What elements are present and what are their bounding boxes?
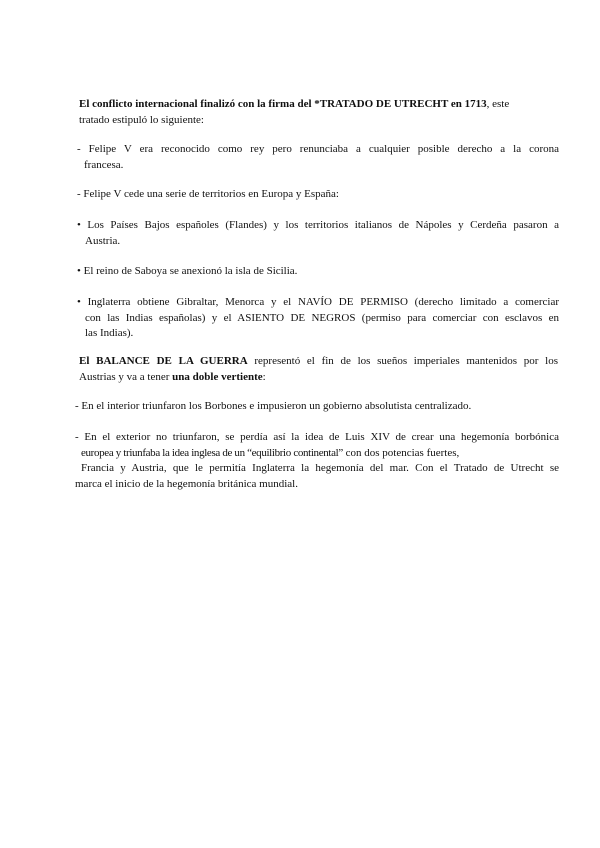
exterior-line4: marca el inicio de la hegemonía británica mundial. — [75, 477, 298, 490]
bullet1-line2: Austria. — [85, 234, 121, 247]
point1-line1: - Felipe V era reconocido como rey pero renunciaba a cualquier posible derecho a la corona — [77, 143, 559, 155]
interior-line1: - En el interior triunfaron los Borbones e impusieron un gobierno absolutista centralizado. — [75, 400, 472, 412]
intro-paragraph — [79, 97, 558, 128]
balance-text-1: representó el fin de los sueños imperiales mantenidos por los — [247, 355, 558, 367]
balance-paragraph — [79, 354, 558, 385]
intro-rest-2: tratado estipuló lo siguiente: — [79, 113, 204, 126]
bullet3-line3: las Indias). — [85, 327, 134, 339]
intro-rest-1: , este — [486, 98, 510, 110]
point-felipe-cede — [77, 187, 559, 203]
interior-paragraph — [75, 399, 559, 415]
balance-bold-1: El BALANCE DE LA GUERRA — [79, 355, 248, 367]
balance-text-3: : — [262, 370, 266, 383]
exterior-line1: - En el exterior no triunfaron, se perdía así la idea de Luis XIV de crear una hegemonía borbónica — [75, 431, 559, 443]
point-felipe-rey — [77, 142, 559, 173]
exterior-line3: Francia y Austria, que le permitía Inglaterra la hegemonía del mar. Con el Tratado de Utrecht se — [81, 462, 559, 474]
intro-bold: El conflicto internacional finalizó con la firma del *TRATADO DE UTRECHT en 1713 — [79, 98, 487, 110]
balance-bold-2: una doble vertiente — [172, 370, 263, 383]
bullet3-line2: con las Indias españolas) y el ASIENTO DE NEGROS (permiso para comerciar con esclavos en — [85, 311, 559, 324]
bullet-paises-bajos — [77, 218, 559, 249]
point1-line2: francesa. — [84, 158, 124, 171]
bullet-inglaterra — [77, 295, 559, 342]
bullet2-line1: • El reino de Saboya se anexionó la isla de Sicilia. — [77, 265, 298, 277]
bullet-saboya — [77, 264, 559, 280]
exterior-paragraph — [75, 430, 559, 492]
bullet3-line1: • Inglaterra obtiene Gibraltar, Menorca y el NAVÍO DE PERMISO (derecho limitado a comerciar — [77, 296, 559, 308]
exterior-line2-rest: con dos potencias fuertes, — [342, 446, 460, 459]
point2-line1: - Felipe V cede una serie de territorios en Europa y España: — [77, 188, 339, 200]
balance-text-2: Austrias y va a tener — [79, 370, 173, 383]
exterior-line2-cond: europea y triunfaba la idea inglesa de un “equilibrio continental” — [81, 446, 343, 459]
bullet1-line1: • Los Países Bajos españoles (Flandes) y los territorios italianos de Nápoles y Cerdeña pasaron a — [77, 219, 559, 231]
